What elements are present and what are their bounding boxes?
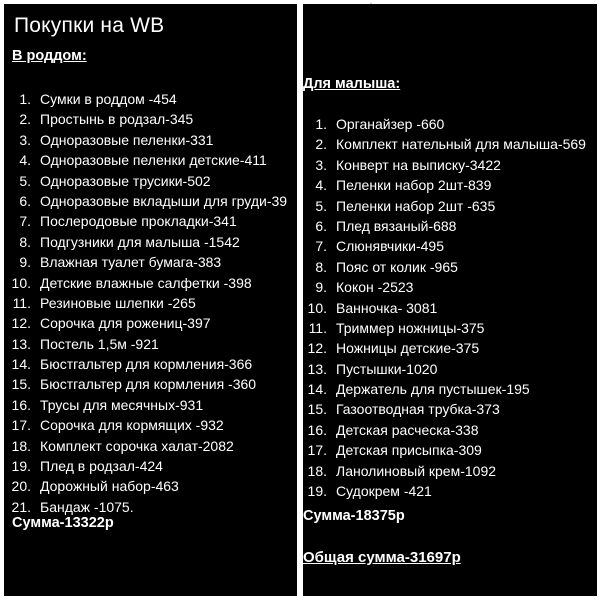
list-item-text: Одноразовые пеленки детские-411: [40, 152, 267, 169]
list-item-text: Держатель для пустышек-195: [336, 381, 530, 398]
list-item-number: 7.: [19, 213, 31, 230]
list-item-text: Пустышки-1020: [336, 360, 438, 377]
list-item-number: 4.: [19, 152, 31, 169]
list-item: [4, 436, 287, 456]
list-item: [4, 476, 287, 496]
list-item-text: Бюстгальтер для кормления-366: [40, 356, 253, 373]
list-item-text: Сорочка для кормящих -932: [40, 417, 224, 434]
list-item: [4, 89, 287, 109]
list-item: [4, 313, 287, 333]
list-item: [4, 171, 287, 191]
list-item-number: 21.: [11, 498, 31, 515]
list-item-text: Детская расческа-338: [336, 421, 479, 438]
list-item: [4, 354, 287, 374]
list-item-text: Влажная туалет бумага-383: [40, 254, 222, 271]
list-item-number: 9.: [315, 279, 327, 296]
list-item-number: 2.: [315, 136, 327, 153]
list-item: [4, 334, 287, 354]
list-item-number: 14.: [307, 381, 327, 398]
list-item: [300, 114, 586, 134]
list-item-number: 16.: [11, 396, 31, 413]
grand-total: Общая сумма-31697р: [303, 549, 461, 566]
list-item: [300, 216, 586, 236]
list-item-text: Бюстгальтер для кормления -360: [40, 376, 257, 393]
list-item-text: Постель 1,5м -921: [40, 335, 159, 352]
list-item-text: Судокрем -421: [336, 483, 432, 500]
page-title: Покупки на WB: [14, 14, 165, 37]
list-item: [4, 252, 287, 272]
list-item: [4, 191, 287, 211]
list-item: [300, 359, 586, 379]
list-item-text: Плед вязаный-688: [336, 217, 457, 234]
list-item-text: Газоотводная трубка-373: [336, 401, 500, 418]
list-item-text: Триммер ножницы-375: [336, 319, 485, 336]
list-item-number: 13.: [11, 335, 31, 352]
list-item-text: Ножницы детские-375: [336, 340, 480, 357]
list-item-number: 5.: [315, 197, 327, 214]
list-item: [4, 374, 287, 394]
list-item: [300, 481, 586, 501]
list-item: [300, 379, 586, 399]
list-item-number: 9.: [19, 254, 31, 271]
list-item-number: 19.: [307, 483, 327, 500]
list-item-number: 7.: [315, 238, 327, 255]
maternity-sum: Сумма-13322р: [12, 515, 114, 531]
list-item: [300, 318, 586, 338]
list-item-text: Подгузники для малыша -1542: [40, 233, 240, 250]
list-item-number: 6.: [19, 192, 31, 209]
list-item-number: 6.: [315, 217, 327, 234]
list-item-text: Простынь в родзал-345: [40, 111, 194, 128]
list-item-text: Комплект сорочка халат-2082: [40, 437, 234, 454]
list-item: [4, 415, 287, 435]
list-item-number: 20.: [11, 478, 31, 495]
cutoff-text-fragment: ·: [369, 0, 374, 10]
right-screenshot-panel: [303, 0, 597, 596]
list-item-number: 5.: [19, 172, 31, 189]
list-item: [4, 109, 287, 129]
list-item: [4, 395, 287, 415]
list-item-text: Сорочка для рожениц-397: [40, 315, 211, 332]
maternity-items-list: [4, 89, 287, 517]
list-item-text: Бандаж -1075.: [40, 498, 134, 515]
list-item-number: 10.: [307, 299, 327, 316]
list-item-number: 19.: [11, 458, 31, 475]
list-item-text: Комплект нательный для малыша-569: [336, 136, 586, 153]
list-item-number: 12.: [11, 315, 31, 332]
list-item-number: 17.: [307, 442, 327, 459]
list-item: [300, 175, 586, 195]
list-item-text: Пояс от колик -965: [336, 258, 458, 275]
list-item-text: Пеленки набор 2шт -635: [336, 197, 496, 214]
list-item: [300, 257, 586, 277]
list-item-number: 12.: [307, 340, 327, 357]
list-item-number: 14.: [11, 356, 31, 373]
list-item-number: 4.: [315, 177, 327, 194]
list-item: [300, 155, 586, 175]
list-item-number: 8.: [19, 233, 31, 250]
list-item-number: 10.: [11, 274, 31, 291]
list-item-number: 18.: [11, 437, 31, 454]
list-item-text: Сумки в роддом -454: [40, 91, 177, 107]
list-item: [4, 150, 287, 170]
list-item: [300, 277, 586, 297]
list-item-text: Пеленки набор 2шт-839: [336, 177, 492, 194]
list-item-text: Одноразовые вкладыши для груди-39: [40, 192, 288, 209]
list-item: [4, 293, 287, 313]
list-item-text: Послеродовые прокладки-341: [40, 213, 237, 230]
list-item: [4, 232, 287, 252]
list-item-text: Детские влажные салфетки -398: [40, 274, 252, 291]
list-item: [300, 420, 586, 440]
list-item-text: Ланолиновый крем-1092: [336, 462, 497, 479]
list-item: [300, 196, 586, 216]
baby-items-list: [300, 114, 586, 501]
list-item-number: 1.: [19, 91, 31, 107]
list-item-number: 2.: [19, 111, 31, 128]
list-item: [4, 211, 287, 231]
list-item-text: Одноразовые пеленки-331: [40, 131, 214, 148]
list-item-text: Кокон -2523: [336, 279, 414, 296]
list-item: [4, 130, 287, 150]
list-item-number: 3.: [315, 156, 327, 173]
list-item: [300, 440, 586, 460]
list-item-text: Плед в родзал-424: [40, 458, 163, 475]
list-item-number: 18.: [307, 462, 327, 479]
list-item-number: 1.: [315, 116, 327, 132]
list-item-text: Слюнявчики-495: [336, 238, 444, 255]
list-item-number: 15.: [11, 376, 31, 393]
list-item-text: Трусы для месячных-931: [40, 396, 204, 413]
list-item-text: Органайзер -660: [336, 116, 445, 132]
list-item-text: Резиновые шлепки -265: [40, 294, 196, 311]
list-item-number: 15.: [307, 401, 327, 418]
list-item: [300, 338, 586, 358]
list-item: [300, 298, 586, 318]
list-item-number: 3.: [19, 131, 31, 148]
list-item: [4, 456, 287, 476]
section-heading-maternity: В роддом:: [12, 48, 87, 64]
list-item: [300, 399, 586, 419]
list-item: [4, 273, 287, 293]
list-item-number: 17.: [11, 417, 31, 434]
list-item-text: Ванночка- 3081: [336, 299, 438, 316]
list-item-text: Детская присыпка-309: [336, 442, 482, 459]
list-item-text: Конверт на выписку-3422: [336, 156, 501, 173]
list-item-number: 8.: [315, 258, 327, 275]
list-item-text: Одноразовые трусики-502: [40, 172, 211, 189]
baby-sum: Сумма-18375р: [303, 508, 405, 524]
list-item: [300, 236, 586, 256]
list-item: [300, 134, 586, 154]
left-screenshot-panel: [4, 4, 297, 596]
list-item-number: 11.: [308, 319, 327, 336]
section-heading-baby: Для малыша:: [303, 76, 401, 92]
list-item-number: 11.: [12, 294, 31, 311]
list-item: [300, 461, 586, 481]
list-item-text: Дорожный набор-463: [40, 478, 179, 495]
list-item-number: 13.: [307, 360, 327, 377]
list-item-number: 16.: [307, 421, 327, 438]
